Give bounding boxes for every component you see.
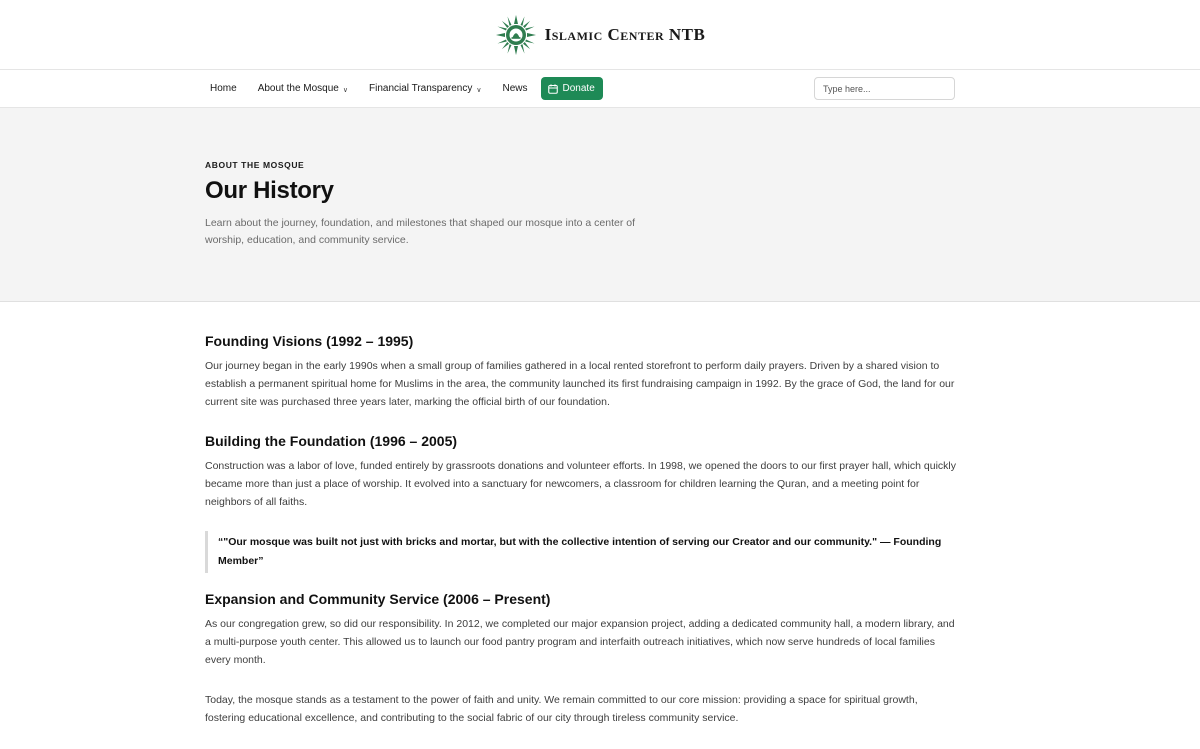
section-paragraph: Today, the mosque stands as a testament to the power of faith and unity. We remain committed to our core mission: providing a space for spiritual growth, fostering educational excellence, and contributing to the social fabric of our city through tireless community service. [205, 694, 918, 724]
history-content [205, 333, 957, 749]
section-heading: Building the Foundation (1996 – 2005) [205, 433, 458, 449]
nav-item-label: About the Mosque [257, 83, 339, 94]
hero-description: Learn about the journey, foundation, and milestones that shaped our mosque into a center of worship, education, and community service. [205, 217, 636, 246]
nav-item-financial-transparency[interactable] [369, 83, 482, 94]
donate-label: Donate [562, 83, 595, 94]
brand-name: Islamic Center NTB [544, 24, 706, 44]
mosque-star-logo-icon [495, 14, 537, 56]
section-paragraph: Our journey began in the early 1990s when a small group of families gathered in a local rented storefront to perform daily prayers. Driven by a shared vision to establish a permanent spiritual home for Muslims in the area, the community launched its first fundraising campaign in 1992. By the grace of God, the land for our current site was purchased three years later, marking the official birth of our foundation. [205, 360, 955, 408]
founding-member-quote: “"Our mosque was built not just with bricks and mortar, but with the collective intention of serving our Creator and our community." — Founding Member” [205, 531, 957, 573]
section-paragraph: Construction was a labor of love, funded entirely by grassroots donations and volunteer efforts. In 1998, we opened the doors to our first prayer hall, which quickly became more than just a place of worship. It evolved into a sanctuary for newcomers, a classroom for children learning the Quran, and a meeting point for neighbors of all faiths. [205, 460, 956, 508]
nav-item-label: Home [210, 83, 237, 94]
brand-home-link[interactable] [495, 14, 706, 56]
chevron-down-icon: ∨ [342, 86, 348, 94]
nav-item-news[interactable] [503, 83, 528, 94]
page-title: Our History [205, 177, 334, 204]
search-input[interactable] [814, 77, 955, 100]
main-nav [0, 70, 1200, 108]
site-header [0, 0, 1200, 70]
section-heading: Founding Visions (1992 – 1995) [205, 333, 414, 349]
nav-item-about-the-mosque[interactable] [258, 83, 348, 94]
calendar-icon [548, 84, 558, 94]
donate-button[interactable] [541, 77, 603, 100]
nav-item-label: News [502, 83, 528, 94]
section-paragraph: As our congregation grew, so did our responsibility. In 2012, we completed our major expansion project, adding a dedicated community hall, a modern library, and a multi-purpose youth center. This allowed us to launch our food pantry program and interfaith outreach initiatives, which now serve hundreds of local families every month. [205, 618, 955, 666]
hero-eyebrow: ABOUT THE MOSQUE [205, 160, 305, 170]
chevron-down-icon: ∨ [476, 86, 482, 94]
page-hero [0, 108, 1200, 302]
nav-item-home[interactable] [210, 83, 237, 94]
nav-item-label: Financial Transparency [368, 83, 473, 94]
section-heading: Expansion and Community Service (2006 – Present) [205, 591, 551, 607]
